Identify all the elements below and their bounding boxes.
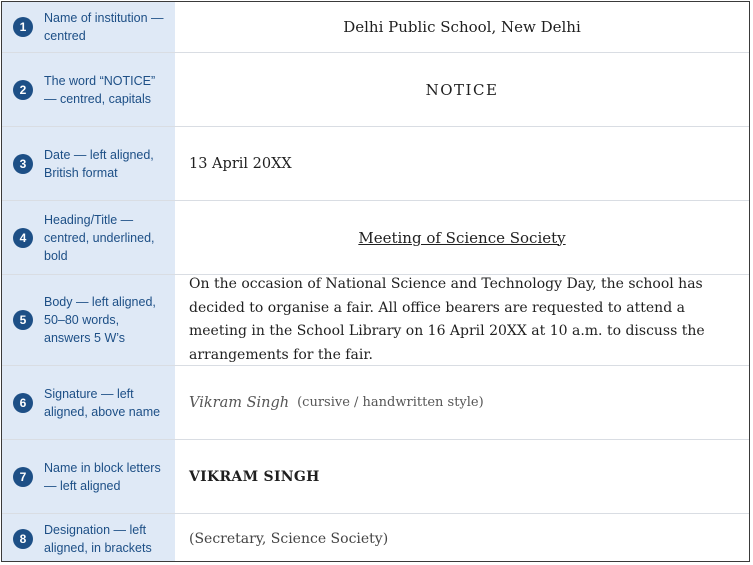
notice-word: NOTICE xyxy=(425,80,499,99)
rule-label: Body — left aligned, 50–80 words, answers 5 W’s xyxy=(44,295,156,345)
rule-cell xyxy=(2,201,175,274)
example-cell xyxy=(175,53,749,126)
example-cell xyxy=(175,127,749,200)
table-row xyxy=(2,53,749,127)
rule-cell xyxy=(2,53,175,126)
signature-note: (cursive / handwritten style) xyxy=(297,395,484,410)
rule-cell xyxy=(2,514,175,562)
table-row xyxy=(2,127,749,201)
notice-body: On the occasion of National Science and Technology Day, the school has decided to organise a fair. All office bearers are requested to attend a meeting in the School Library on 16 April 20XX at 10 a.m. to discuss the arrangements for the fair. xyxy=(189,276,705,363)
step-number-badge: 1 xyxy=(13,17,33,37)
rule-label: Heading/Title — centred, underlined, bold xyxy=(44,212,155,263)
example-cell xyxy=(175,514,749,562)
step-number-badge: 4 xyxy=(13,228,33,248)
table-row xyxy=(2,2,749,53)
step-number-badge: 7 xyxy=(13,467,33,487)
step-number-badge: 8 xyxy=(13,529,33,549)
rule-cell xyxy=(2,275,175,365)
rule-cell xyxy=(2,440,175,513)
example-cell xyxy=(175,2,749,52)
notice-format-table xyxy=(1,1,750,562)
step-number-badge: 6 xyxy=(13,393,33,413)
example-cell xyxy=(175,440,749,513)
table-row xyxy=(2,514,749,562)
example-cell xyxy=(175,275,749,365)
name-block-letters: VIKRAM SINGH xyxy=(189,468,320,485)
institution-name: Delhi Public School, New Delhi xyxy=(343,18,581,36)
rule-cell xyxy=(2,127,175,200)
designation: (Secretary, Science Society) xyxy=(189,530,389,547)
signature: Vikram Singh xyxy=(189,394,290,411)
step-number-badge: 2 xyxy=(13,80,33,100)
rule-cell xyxy=(2,2,175,52)
rule-cell xyxy=(2,366,175,439)
rule-label: Date — left aligned, British format xyxy=(44,147,154,180)
step-number-badge: 5 xyxy=(13,310,33,330)
table-row xyxy=(2,440,749,514)
rule-label: The word “NOTICE” — centred, capitals xyxy=(44,73,156,106)
table-row xyxy=(2,201,749,275)
rule-label: Signature — left aligned, above name xyxy=(44,386,161,419)
notice-date: 13 April 20XX xyxy=(189,155,292,172)
example-cell xyxy=(175,366,749,439)
example-cell xyxy=(175,201,749,274)
table-row xyxy=(2,366,749,440)
step-number-badge: 3 xyxy=(13,154,33,174)
rule-label: Name in block letters — left aligned xyxy=(44,460,161,493)
table-row xyxy=(2,275,749,366)
rule-label: Name of institution — centred xyxy=(44,11,164,43)
rule-label: Designation — left aligned, in brackets xyxy=(44,522,152,555)
notice-heading: Meeting of Science Society xyxy=(358,228,566,247)
